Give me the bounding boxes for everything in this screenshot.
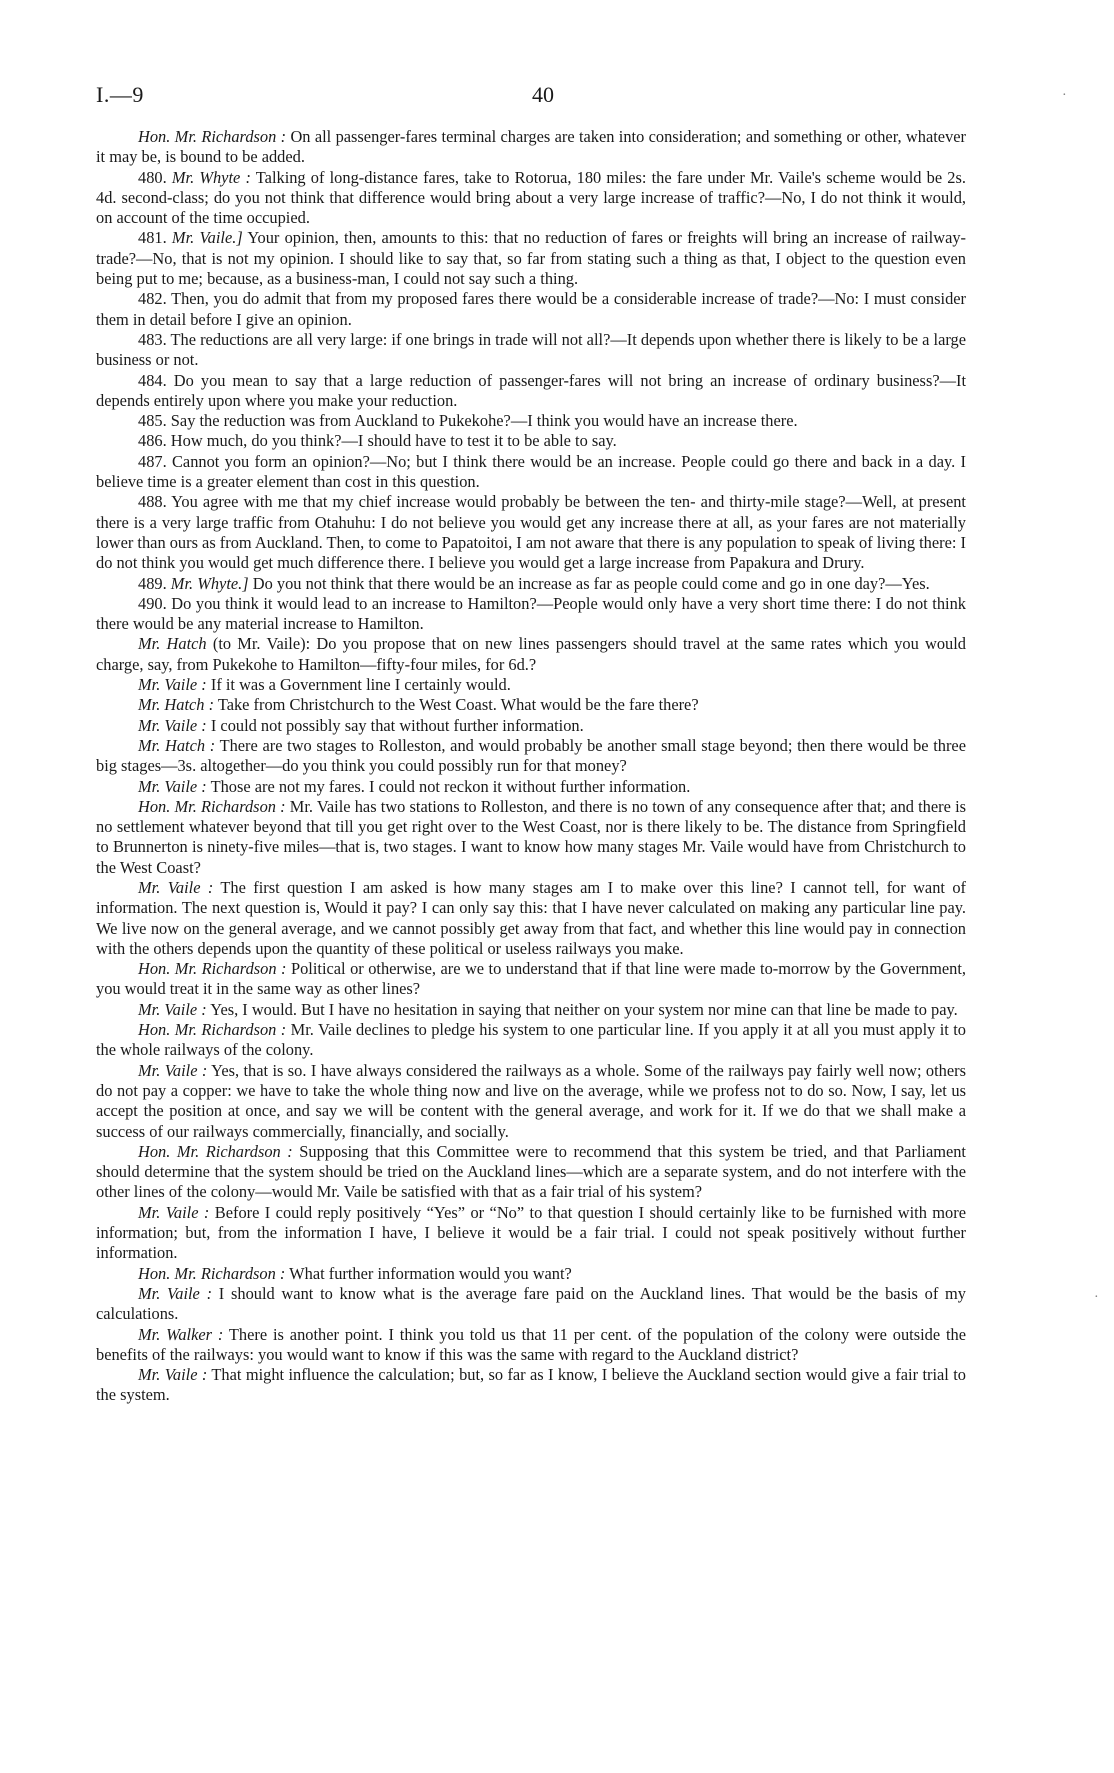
speaker: Mr. Hatch xyxy=(138,634,207,654)
question-number: 484. xyxy=(138,370,167,390)
speaker: Mr. Vaile : xyxy=(138,1283,213,1303)
paragraph xyxy=(96,574,966,594)
paragraph-text: Supposing that this Committee were to recommend that this system be tried, and that Parliament should determine that the system should be tried on the Auckland lines—which are a separate system, and do not interfere with the other lines of the colony—would Mr. Vaile be satisfied with that as a fair trial of his system? xyxy=(96,1141,966,1202)
paragraph xyxy=(96,168,966,229)
paragraph-text: On all passenger-fares terminal charges are taken into consideration; and something or other, whatever it may be, is bound to be added. xyxy=(96,127,966,167)
paragraph xyxy=(96,594,966,635)
speaker: Mr. Vaile : xyxy=(138,715,207,735)
speaker: Mr. Vaile : xyxy=(138,1060,208,1080)
speaker: Hon. Mr. Richardson : xyxy=(138,796,286,816)
speaker: Mr. Vaile : xyxy=(138,1202,210,1222)
speaker: Mr. Whyte.] xyxy=(170,573,249,593)
speaker: Hon. Mr. Richardson : xyxy=(138,1141,293,1161)
paragraph xyxy=(96,228,966,289)
paragraph-text: Do you not think that there would be an increase as far as people could come and go in one day?—Yes. xyxy=(252,573,930,593)
paragraph xyxy=(96,1365,966,1406)
question-number: 482. xyxy=(138,289,167,309)
document-reference: I.—9 xyxy=(96,82,144,107)
speaker: Mr. Vaile : xyxy=(138,675,207,695)
paragraph-text: How much, do you think?—I should have to test it to be able to say. xyxy=(170,431,617,451)
paragraph xyxy=(96,716,966,736)
speaker: Mr. Vaile.] xyxy=(171,228,243,248)
paragraph-text: Do you mean to say that a large reduction of passenger-fares will not bring an increase of ordinary business?—It depends entirely upon where you make your reduction. xyxy=(96,370,966,410)
document-body xyxy=(96,127,966,1406)
paragraph-text: Yes, that is so. I have always considered the railways as a whole. Some of the railways pay fairly well now; others do not pay a copper: we have to take the whole thing now and live on the average, while we profess not to do so. Now, I say, let us accept the position at once, and say we will be content with the general average, and work for it. If we do that we shall make a success of our railways commercially, financially, and socially. xyxy=(96,1060,966,1141)
paragraph xyxy=(96,330,966,371)
question-number: 490. xyxy=(138,593,167,613)
paragraph-text: There are two stages to Rolleston, and would probably be another small stage beyond; then there would be three big stages—3s. altogether—do you think you could possibly run for that money? xyxy=(96,735,966,776)
paragraph-text: I could not possibly say that without further information. xyxy=(210,715,584,735)
paragraph xyxy=(96,1284,966,1325)
page-header xyxy=(96,82,990,112)
margin-dot: · xyxy=(1094,1290,1099,1305)
paragraph-text: Talking of long-distance fares, take to Rotorua, 180 miles: the fare under Mr. Vaile's scheme would be 2s. 4d. second-class; do you not think that difference would bring about a very large increase of traffic?—No, I do not think it would, on account of the time occupied. xyxy=(96,167,966,228)
speaker: Mr. Vaile : xyxy=(138,999,207,1019)
paragraph xyxy=(96,1264,966,1284)
paragraph xyxy=(96,452,966,493)
paragraph-text: There is another point. I think you told us that 11 per cent. of the population of the colony were outside the benefits of the railways: you would want to know if this was the same with regard to the Auckland district? xyxy=(96,1324,966,1364)
speaker: Mr. Vaile : xyxy=(138,877,214,897)
paragraph xyxy=(96,411,966,431)
paragraph xyxy=(96,1142,966,1203)
paragraph-text: The reductions are all very large: if one brings in trade will not all?—It depends upon whether there is likely to be a large business or not. xyxy=(96,329,966,370)
paragraph-text: Yes, I would. But I have no hesitation in saying that neither on your system nor mine can that line be made to pay. xyxy=(210,999,958,1019)
paragraph-text: You agree with me that my chief increase would probably be between the ten- and thirty-mile stage?—Well, at present there is a very large traffic from Otahuhu: I do not believe you would get any increase there at all, as your fares are not materially lower than ours as from Auckland. Then, to come to Papatoitoi, I am not aware that there is any population to speak of living there: I do not think you would get much difference there. I believe you would get a large increase from Papakura and Drury. xyxy=(96,492,966,573)
question-number: 480. xyxy=(138,167,167,187)
question-number: 481. xyxy=(138,228,167,248)
paragraph-text: Do you think it would lead to an increase to Hamilton?—People would only have a very short time there: I do not think there would be any material increase to Hamilton. xyxy=(96,593,966,634)
paragraph-text: Before I could reply positively “Yes” or “No” to that question I should certainly like to be furnished with more information; but, from the information I have, I believe it would be a fair trial. I could not speak positively without further information. xyxy=(96,1202,966,1263)
speaker: Mr. Hatch : xyxy=(138,695,215,715)
paragraph xyxy=(96,431,966,451)
question-number: 489. xyxy=(138,573,167,593)
paragraph xyxy=(96,1325,966,1366)
speaker: Mr. Whyte : xyxy=(171,167,251,187)
paragraph xyxy=(96,289,966,330)
paragraph xyxy=(96,492,966,573)
paragraph-text: Mr. Vaile has two stations to Rolleston, and there is no town of any consequence after that; and there is no settlement whatever beyond that till you get right over to the West Coast, nor is there likely to be. The distance from Springfield to Brunnerton is ninety-five miles—that is, two stages. I want to know how many stages Mr. Vaile would have from Christchurch to the West Coast? xyxy=(96,796,966,877)
question-number: 488. xyxy=(138,492,167,512)
paragraph xyxy=(96,797,966,878)
paragraph-text: (to Mr. Vaile): Do you propose that on new lines passengers should travel at the same rates which you would charge, say, from Pukekohe to Hamilton—fifty-four miles, for 6d.? xyxy=(96,634,967,674)
paragraph xyxy=(96,675,966,695)
question-number: 487. xyxy=(138,451,167,471)
paragraph xyxy=(96,736,966,777)
speaker: Mr. Vaile : xyxy=(138,776,207,796)
paragraph-text: The first question I am asked is how many stages am I to make over this line? I cannot tell, for want of information. The next question is, Would it pay? I can only say this: that I have never calculated on making any particular line pay. We live now on the general average, and we cannot possibly get away from that fact, and whether this line would pay in connection with the others depends upon the quantity of these political or useless railways you make. xyxy=(96,877,966,958)
paragraph xyxy=(96,127,966,168)
speaker: Hon. Mr. Richardson : xyxy=(138,1263,286,1283)
paragraph-text: Then, you do admit that from my proposed fares there would be a considerable increase of trade?—No: I must consider them in detail before I give an opinion. xyxy=(96,289,966,329)
speaker: Mr. Hatch : xyxy=(138,735,216,755)
paragraph-text: Say the reduction was from Auckland to Pukekohe?—I think you would have an increase there. xyxy=(170,411,798,431)
paragraph-text: I should want to know what is the average fare paid on the Auckland lines. That would be the basis of my calculations. xyxy=(96,1283,966,1324)
paragraph xyxy=(96,878,966,959)
paragraph xyxy=(96,1020,966,1061)
paragraph-text: Mr. Vaile declines to pledge his system to one particular line. If you apply it at all you must apply it to the whole railways of the colony. xyxy=(96,1020,966,1060)
paragraph-text: If it was a Government line I certainly would. xyxy=(210,675,511,695)
question-number: 485. xyxy=(138,411,167,431)
paragraph-text: Cannot you form an opinion?—No; but I think there would be an increase. People could go there and back in a day. I believe time is a greater element than cost in this question. xyxy=(96,451,966,492)
paragraph-text: Political or otherwise, are we to understand that if that line were made to-morrow by the Government, you would treat it in the same way as other lines? xyxy=(96,959,966,999)
speaker: Hon. Mr. Richardson : xyxy=(138,127,287,146)
speaker: Mr. Walker : xyxy=(138,1324,224,1344)
paragraph-text: What further information would you want? xyxy=(289,1263,572,1283)
paragraph xyxy=(96,1061,966,1142)
paragraph xyxy=(96,959,966,1000)
margin-dot: · xyxy=(1062,88,1067,103)
question-number: 483. xyxy=(138,329,167,349)
speaker: Mr. Vaile : xyxy=(138,1365,208,1385)
paragraph xyxy=(96,1000,966,1020)
paragraph-text: Your opinion, then, amounts to this: that no reduction of fares or freights will bring an increase of railway-trade?—No, that is not my opinion. I should like to say that, so far from stating such a thing as that, I object to the question even being put to me; because, as a business-man, I could not say such a thing. xyxy=(96,228,966,289)
paragraph-text: That might influence the calculation; but, so far as I know, I believe the Auckland section would give a fair trial to the system. xyxy=(96,1365,966,1405)
question-number: 486. xyxy=(138,431,167,451)
paragraph xyxy=(96,634,966,675)
paragraph xyxy=(96,1203,966,1264)
speaker: Hon. Mr. Richardson : xyxy=(138,1020,287,1040)
speaker: Hon. Mr. Richardson : xyxy=(138,959,287,979)
paragraph-text: Take from Christchurch to the West Coast. What would be the fare there? xyxy=(217,695,699,715)
paragraph xyxy=(96,371,966,412)
paragraph xyxy=(96,777,966,797)
page-number: 40 xyxy=(532,82,554,107)
paragraph xyxy=(96,695,966,715)
paragraph-text: Those are not my fares. I could not reckon it without further information. xyxy=(210,776,691,796)
